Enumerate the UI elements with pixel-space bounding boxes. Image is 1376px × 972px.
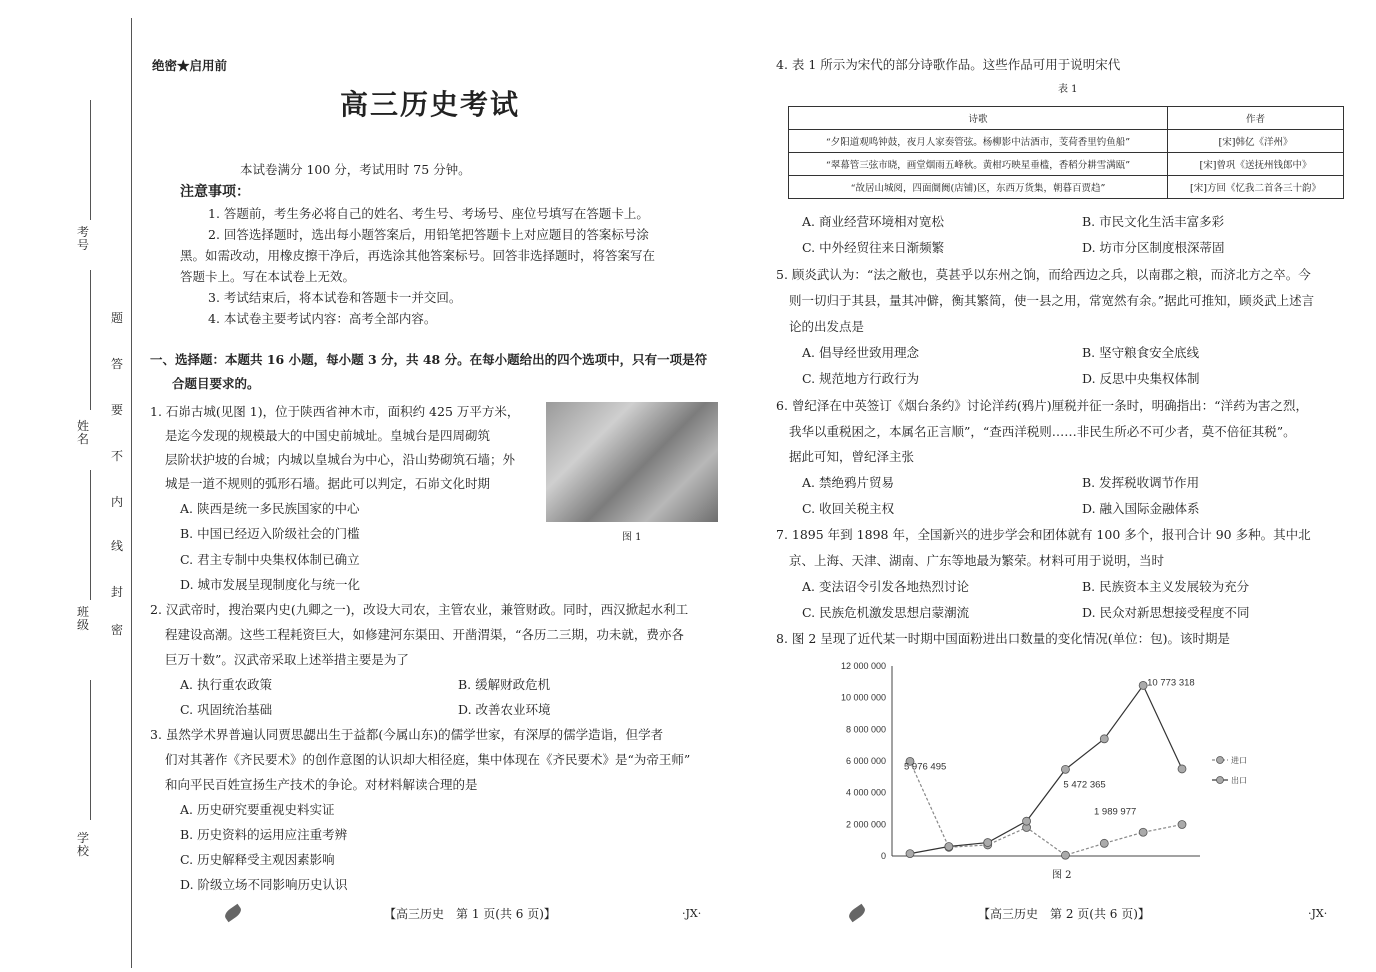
q4-line: 4. 表 1 所示为宋代的部分诗歌作品。这些作品可用于说明宋代	[776, 57, 1121, 72]
page1-footer: 【高三历史 第 1 页(共 6 页)】	[384, 907, 556, 921]
series-line	[910, 761, 1182, 855]
y-tick-label: 10 000 000	[840, 692, 886, 703]
binding-line	[131, 18, 132, 968]
page-title: 高三历史考试	[340, 88, 521, 121]
q1-option[interactable]: C. 君主专制中央集权体制已确立	[180, 552, 360, 567]
q2-line: 程建设高潮。这些工程耗资巨大，如修建河东渠田、开凿渭渠，“各历二三期，功未就，费亦各	[165, 627, 684, 642]
q3-option[interactable]: B. 历史资料的运用应注重考辨	[180, 827, 348, 842]
table-header-cell: 作者	[1168, 107, 1344, 130]
seal-char: 内	[110, 495, 123, 509]
table-row	[789, 153, 1344, 176]
class-field[interactable]	[90, 470, 91, 600]
table-cell: “夕阳道观鸣钟鼓，夜月人家奏管弦。杨柳影中沽酒市，芰荷香里钓鱼船”	[789, 130, 1168, 153]
table-header-row	[789, 107, 1344, 130]
data-point	[984, 839, 992, 847]
q6-line: 我华以重税困之，本属名正言顺”，“查西洋税则……非民生所必不可少者，莫不倍征其税”。	[789, 424, 1296, 439]
q1-line: 层阶状护坡的台城；内城以皇城台为中心，沿山势砌筑石墙；外	[165, 452, 516, 467]
seal-char: 不	[110, 449, 123, 463]
q5-line: 则一切归于其县，量其冲僻，衡其繁简，使一县之用，常宽然有余。”据此可推知，顾炎武上述言	[789, 293, 1315, 308]
fig1-caption: 图 1	[622, 532, 642, 543]
legend-marker	[1217, 777, 1224, 784]
q4-option[interactable]: A. 商业经营环境相对宽松	[802, 214, 944, 229]
table-cell: [宋]曾巩《送抚州钱郎中》	[1168, 153, 1344, 176]
q8-line: 8. 图 2 呈现了近代某一时期中国面粉进出口数量的变化情况(单位：包)。该时期是	[776, 631, 1231, 646]
q1-line: 是迄今发现的规模最大的中国史前城址。皇城台是四周砌筑	[165, 428, 491, 443]
q3-option[interactable]: D. 阶级立场不同影响历史认识	[180, 877, 348, 892]
data-point	[1139, 681, 1147, 689]
q7-option[interactable]: A. 变法诏令引发各地热烈讨论	[802, 579, 969, 594]
q7-option[interactable]: C. 民族危机激发思想启蒙潮流	[802, 605, 970, 620]
q5-line: 5. 顾炎武认为：“法之敝也，莫甚乎以东州之饷，而给西边之兵，以南郡之粮，而济北方之卒。今	[776, 267, 1311, 282]
q2-line: 巨万十数”。汉武帝采取上述举措主要是为了	[165, 652, 409, 667]
table-header-cell: 诗歌	[789, 107, 1168, 130]
poem-table	[788, 106, 1344, 199]
data-point	[906, 850, 914, 858]
note-line: 4. 本试卷主要考试内容：高考全部内容。	[208, 311, 437, 326]
table-cell: “故居山城阅，四面阛阓(店铺)区，东西万货集，朝暮百贾趋”	[789, 176, 1168, 199]
y-tick-label: 8 000 000	[845, 724, 886, 735]
page2-footer: 【高三历史 第 2 页(共 6 页)】	[978, 907, 1150, 921]
data-point	[1061, 851, 1069, 859]
page2-footer-code: ·JX·	[1308, 907, 1328, 920]
q1-line: 1. 石峁古城(见图 1)，位于陕西省神木市，面积约 425 万平方米，	[150, 404, 520, 419]
q6-line: 据此可知，曾纪泽主张	[789, 449, 915, 464]
y-tick-label: 2 000 000	[845, 819, 886, 830]
q1-option[interactable]: D. 城市发展呈现制度化与统一化	[180, 577, 361, 592]
data-point	[1100, 839, 1108, 847]
q1-line: 城是一道不规则的弧形石墙。据此可以判定，石峁文化时期	[165, 476, 491, 491]
table-caption: 表 1	[1058, 84, 1078, 95]
q6-option[interactable]: D. 融入国际金融体系	[1082, 501, 1200, 516]
q5-option[interactable]: B. 坚守粮食安全底线	[1082, 345, 1200, 360]
y-tick-label: 6 000 000	[845, 756, 886, 766]
secret-label: 绝密★启用前	[152, 58, 228, 73]
seal-char: 密	[110, 623, 123, 637]
seal-char: 线	[110, 539, 123, 553]
fig1-photo	[546, 402, 718, 522]
q7-option[interactable]: D. 民众对新思想接受程度不同	[1082, 605, 1250, 620]
q3-option[interactable]: A. 历史研究要重视史料实证	[180, 802, 335, 817]
seal-char: 题	[110, 311, 123, 325]
table-row	[789, 176, 1344, 199]
data-label: 5 976 495	[904, 761, 947, 773]
exam-no-field[interactable]	[90, 100, 91, 220]
legend-label: 出口	[1231, 776, 1247, 785]
q3-line: 3. 虽然学术界普遍认同贾思勰出生于益都(今属山东)的儒学世家，有深厚的儒学造诣，但学者	[150, 727, 664, 742]
data-point	[945, 843, 953, 851]
q2-option[interactable]: D. 改善农业环境	[458, 702, 551, 717]
table-row	[789, 130, 1344, 153]
q1-option[interactable]: B. 中国已经迈入阶级社会的门槛	[180, 526, 360, 541]
exam-no-label: 考号	[76, 225, 89, 252]
y-tick-label: 12 000 000	[840, 661, 886, 671]
q6-line: 6. 曾纪泽在中英签订《烟台条约》讨论洋药(鸦片)厘税并征一条时，明确指出：“洋药为害之烈，	[776, 398, 1309, 413]
notes-title: 注意事项：	[180, 184, 250, 200]
note-line: 1. 答题前，考生务必将自己的姓名、考生号、考场号、座位号填写在答题卡上。	[208, 206, 649, 221]
q4-option[interactable]: D. 坊市分区制度根深蒂固	[1082, 240, 1225, 255]
q4-option[interactable]: C. 中外经贸往来日渐频繁	[802, 240, 945, 255]
table-cell: [宋]方回《忆我二首各三十韵》	[1168, 176, 1344, 199]
q7-line: 京、上海、天津、湖南、广东等地最为繁荣。材料可用于说明，当时	[789, 553, 1165, 568]
y-tick-label: 4 000 000	[845, 787, 886, 798]
data-label: 1 989 977	[1094, 806, 1137, 818]
legend-marker	[1217, 757, 1224, 764]
q2-option[interactable]: A. 执行重农政策	[180, 677, 272, 692]
name-field[interactable]	[90, 270, 91, 410]
seal-char: 封	[110, 585, 123, 599]
q2-option[interactable]: B. 缓解财政危机	[458, 677, 551, 692]
school-field[interactable]	[90, 680, 91, 820]
note-line: 2. 回答选择题时，选出每小题答案后，用铅笔把答题卡上对应题目的答案标号涂	[208, 227, 649, 242]
section-heading: 一、选择题：本题共 16 小题，每小题 3 分，共 48 分。在每小题给出的四个选项中，只有一项是符	[150, 352, 708, 367]
q6-option[interactable]: C. 收回关税主权	[802, 501, 895, 516]
q7-option[interactable]: B. 民族资本主义发展较为充分	[1082, 579, 1250, 594]
q7-line: 7. 1895 年到 1898 年，全国新兴的进步学会和团体就有 100 多个，报刊合计 90 多种。其中北	[776, 527, 1311, 542]
q5-option[interactable]: D. 反思中央集权体制	[1082, 371, 1200, 386]
q2-option[interactable]: C. 巩固统治基础	[180, 702, 273, 717]
note-line: 答题卡上。写在本试卷上无效。	[180, 269, 356, 284]
q6-option[interactable]: B. 发挥税收调节作用	[1082, 475, 1200, 490]
q4-option[interactable]: B. 市民文化生活丰富多彩	[1082, 214, 1225, 229]
flour-trade-chart	[780, 656, 1247, 881]
q1-option[interactable]: A. 陕西是统一多民族国家的中心	[180, 501, 360, 516]
data-point	[1139, 828, 1147, 836]
q2-line: 2. 汉武帝时，搜治粟内史(九卿之一)，改设大司农，主管农业，兼管财政。同时，西汉掀起水利工	[150, 602, 689, 617]
y-tick-label: 0	[880, 851, 886, 861]
data-label: 5 472 365	[1063, 779, 1106, 791]
table-cell: [宋]韩亿《洋州》	[1168, 130, 1344, 153]
note-line: 3. 考试结束后，将本试卷和答题卡一并交回。	[208, 290, 462, 305]
legend-label: 进口	[1231, 756, 1247, 765]
page1-footer-code: ·JX·	[682, 907, 702, 920]
q5-line: 论的出发点是	[789, 319, 865, 334]
leaf-logo-icon	[223, 904, 243, 923]
q5-option[interactable]: A. 倡导经世致用理念	[802, 345, 919, 360]
q3-option[interactable]: C. 历史解释受主观因素影响	[180, 852, 335, 867]
school-label: 学校	[76, 831, 89, 858]
score-note: 本试卷满分 100 分，考试用时 75 分钟。	[240, 162, 471, 177]
data-point	[1178, 820, 1186, 828]
seal-char: 答	[110, 357, 123, 371]
note-line: 黑。如需改动，用橡皮擦干净后，再选涂其他答案标号。回答非选择题时，将答案写在	[180, 248, 656, 263]
fig2-caption: 图 2	[1052, 870, 1072, 881]
leaf-logo-icon	[847, 904, 867, 923]
class-label: 班级	[76, 605, 89, 632]
data-point	[1100, 735, 1108, 743]
table-cell: “翠幕管三弦市晓，画堂烟雨五峰秋。黄柑巧映星垂槛，香稻分耕雪满瓯”	[789, 153, 1168, 176]
data-point	[1178, 765, 1186, 773]
data-point	[1023, 817, 1031, 825]
q3-line: 们对其著作《齐民要术》的创作意图的认识却大相径庭，集中体现在《齐民要术》是“为帝王师”	[165, 752, 691, 767]
section-heading-cont: 合题目要求的。	[172, 376, 260, 391]
q5-option[interactable]: C. 规范地方行政行为	[802, 371, 920, 386]
seal-char: 要	[110, 403, 123, 417]
data-point	[1061, 765, 1069, 773]
name-label: 姓名	[76, 419, 89, 446]
q3-line: 和向平民百姓宣扬生产技术的争论。对材料解读合理的是	[165, 777, 478, 792]
data-label: 10 773 318	[1147, 677, 1195, 689]
q6-option[interactable]: A. 禁绝鸦片贸易	[802, 475, 894, 490]
